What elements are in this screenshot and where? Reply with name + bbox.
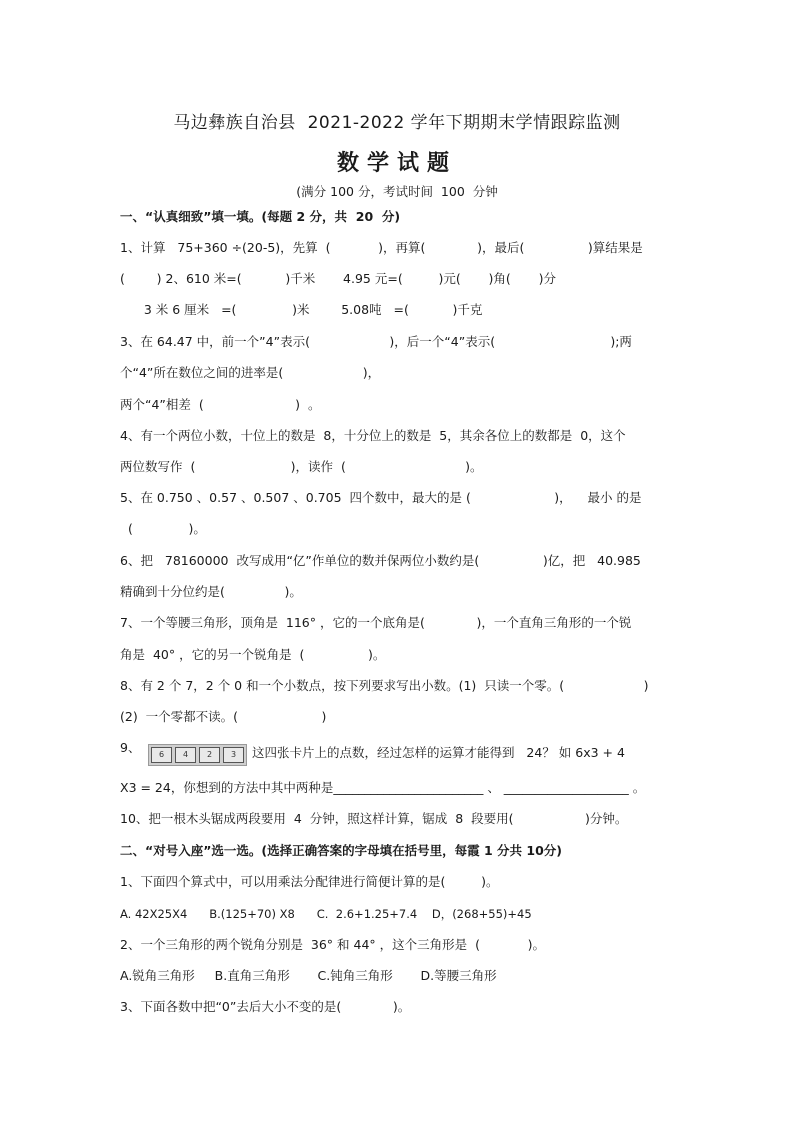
s2-q1: 1、下面四个算式中，可以用乘法分配律进行简便计算的是( )。 [120,874,499,889]
q4-line-1: 4、有一个两位小数，十位上的数是 8，十分位上的数是 5，其余各位上的数都是 0，这个 [120,428,626,443]
s2-q1-options: A. 42X25X4 B.(125+70) X8 C. 2.6+1.25+7.4 D，(268+55)+45 [120,907,532,921]
q8-line-2: (2) 一个零都不读。( ) [120,709,327,724]
q7-line-1: 7、一个等腰三角形，顶角是 116° ，它的一个底角是( )，一个直角三角形的一个锐 [120,615,632,630]
q3-line-2: 个“4”所在数位之间的进率是( )， [120,365,381,380]
q2-line: 3 米 6 厘米 =( )米 5.08吨 =( )千克 [120,302,483,317]
section2-heading: 二、“对号入座”选一选。(选择正确答案的字母填在括号里，每霞 1 分共 10分) [120,843,563,858]
q7-line-2: 角是 40° ，它的另一个锐角是 ( )。 [120,647,386,662]
q9-text: 这四张卡片上的点数，经过怎样的运算才能得到 24？ 如 6x3 + 4 [252,745,625,760]
card-4: 3 [223,747,244,763]
q9-cards [148,744,247,766]
card-1: 6 [151,747,172,763]
q9-line-2: X3 = 24，你想到的方法中其中两种是________________________ 、 ____________________ 。 [120,780,646,795]
q1-line: 1、计算 75+360 ÷(20-5)，先算 ( )，再算( )，最后( )算结果是 [120,240,643,255]
q5-line-1: 5、在 0.750 、0.57 、0.507 、0.705 四个数中，最大的是 ( )， 最小 的是 [120,490,642,505]
s2-q3: 3、下面各数中把“0”去后大小不变的是( )。 [120,999,411,1014]
subject-title: 数学试题 [336,151,457,176]
q10-line: 10、把一根木头锯成两段要用 4 分钟，照这样计算，锯成 8 段要用( )分钟。 [120,811,628,826]
section1-heading: 一、“认真细致”填一填。(每题 2 分，共 20 分) [120,209,401,224]
exam-title: 马边彝族自治县 2021-2022 学年下期期末学情跟踪监测 [173,113,621,133]
q9-label: 9、 [120,740,141,755]
card-3: 2 [199,747,220,763]
q6-line-2: 精确到十分位约是( )。 [120,584,302,599]
q8-line-1: 8、有 2 个 7，2 个 0 和一个小数点，按下列要求写出小数。(1) 只读一个零。( ) [120,678,649,693]
q6-line-1: 6、把 78160000 改写成用“亿”作单位的数并保两位小数约是( )亿，把 40.985 [120,553,641,568]
q1-q2-line: ( ) 2、610 米=( )千米 4.95 元=( )元( )角( )分 [120,271,556,286]
s2-q2: 2、一个三角形的两个锐角分别是 36° 和 44° ，这个三角形是 ( )。 [120,937,546,952]
q4-line-2: 两位数写作 ( )，读作 ( )。 [120,459,483,474]
q5-line-2: ( )。 [120,521,206,536]
q3-line-3: 两个“4”相差 ( ) 。 [120,397,321,412]
exam-info: (满分 100 分，考试时间 100 分钟 [296,184,498,199]
q3-line-1: 3、在 64.47 中，前一个”4”表示( )，后一个“4”表示( );两 [120,334,632,349]
card-2: 4 [175,747,196,763]
s2-q2-options: A.锐角三角形 B.直角三角形 C.钝角三角形 D.等腰三角形 [120,968,497,983]
